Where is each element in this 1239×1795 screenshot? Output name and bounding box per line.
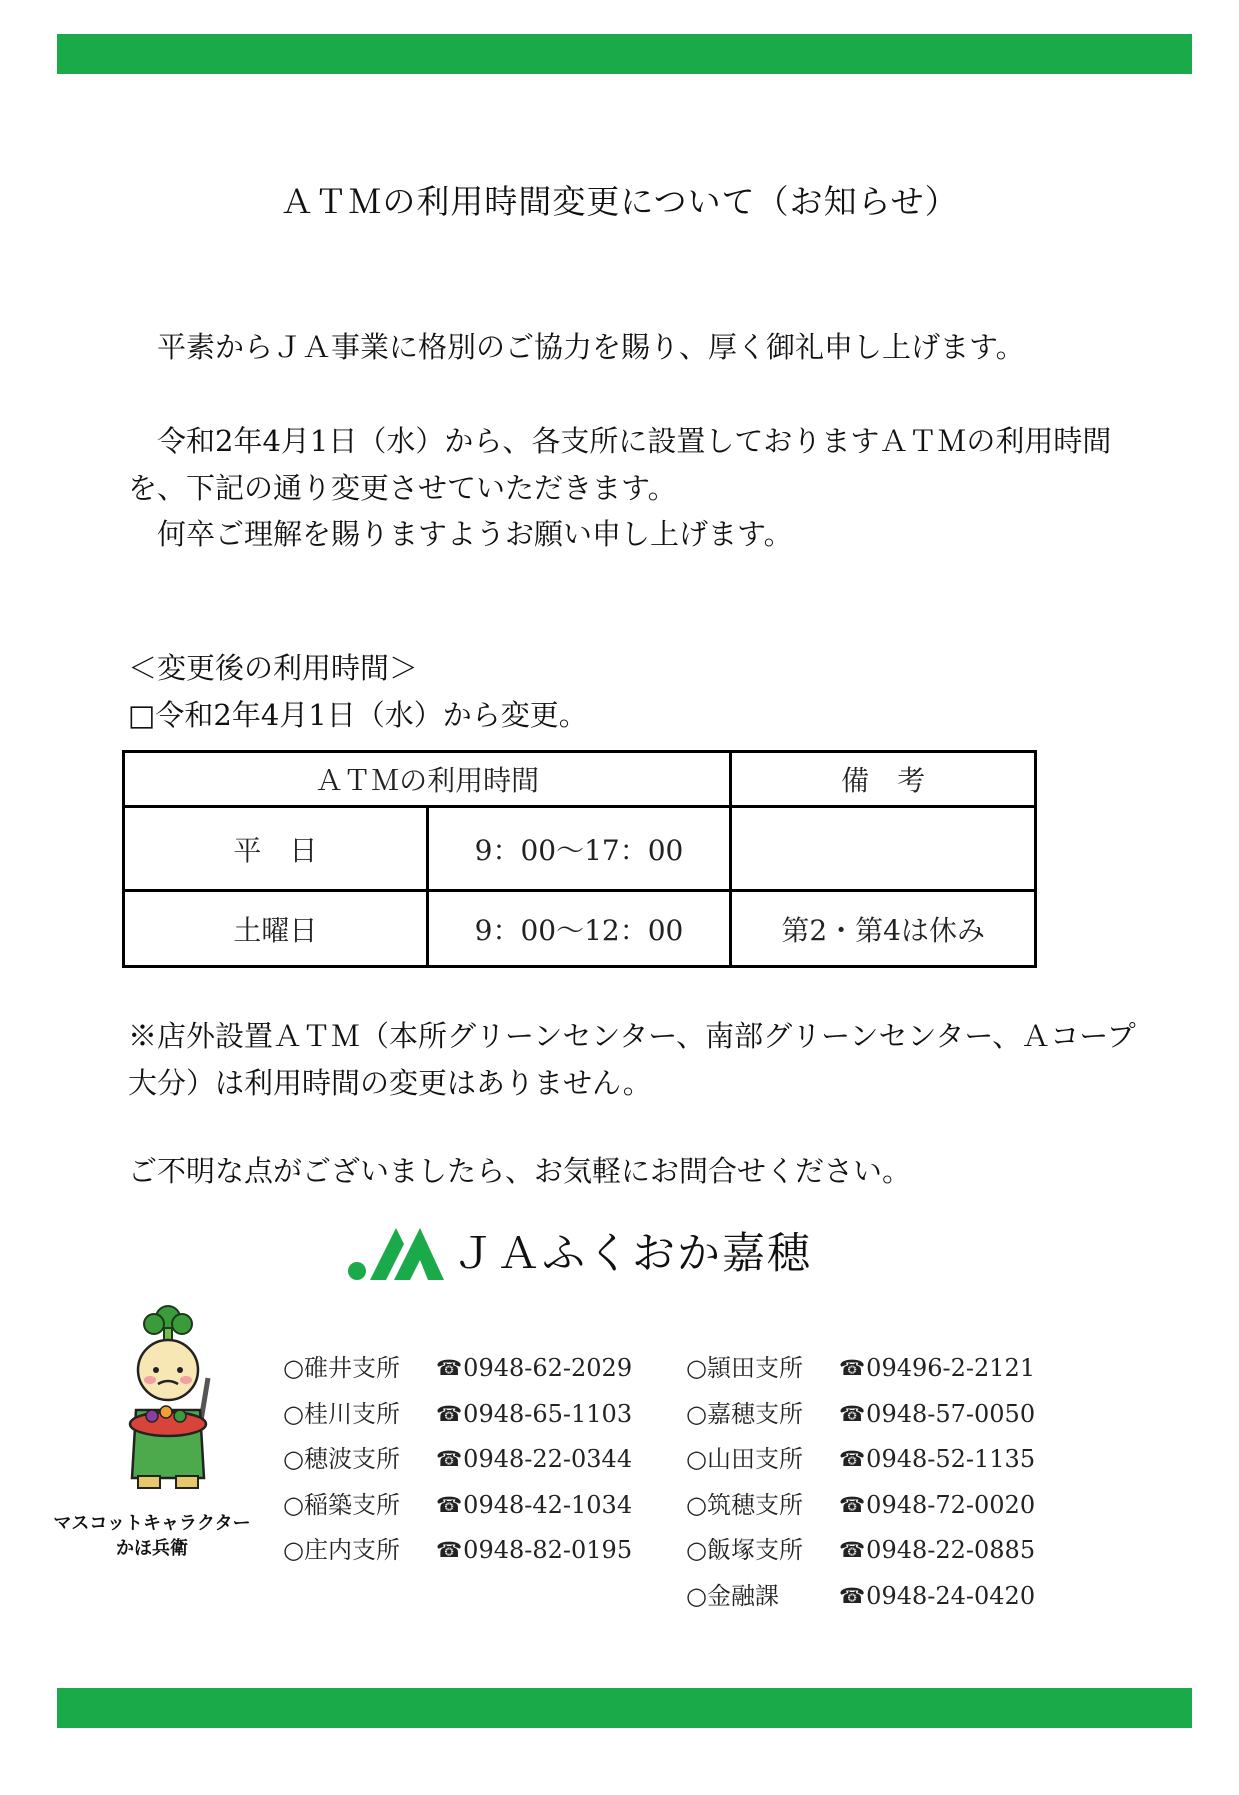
branch-phone: 0948-42-1034 <box>463 1490 633 1519</box>
row-hours: 9：00～12：00 <box>427 891 731 967</box>
branch-name: ○頴田支所 <box>686 1354 803 1382</box>
list-item <box>283 1392 632 1438</box>
phone-icon: ☎ <box>839 1583 866 1608</box>
phone-icon: ☎ <box>839 1447 866 1471</box>
list-item <box>283 1483 632 1529</box>
phone-icon: ☎ <box>436 1401 463 1426</box>
branch-name: ○嘉穂支所 <box>686 1399 803 1428</box>
branch-phone: 0948-62-2029 <box>463 1354 633 1382</box>
branch-list-right <box>686 1346 1035 1619</box>
row-day: 平 日 <box>124 807 428 891</box>
phone-icon: ☎ <box>436 1356 463 1380</box>
greeting-paragraph: 平素からＪＡ事業に格別のご協力を賜り、厚く御礼申し上げます。 <box>157 330 1025 364</box>
list-item <box>686 1392 1035 1438</box>
list-item <box>283 1437 632 1483</box>
org-name: ＪＡふくおか嘉穂 <box>452 1229 812 1279</box>
branch-phone: 0948-22-0344 <box>463 1445 633 1473</box>
branch-phone: 0948-82-0195 <box>463 1536 633 1564</box>
phone-icon: ☎ <box>839 1492 866 1517</box>
branch-phone: 0948-57-0050 <box>866 1399 1036 1428</box>
branch-name: ○碓井支所 <box>283 1354 400 1382</box>
table-row <box>124 807 1036 891</box>
outside-atm-note: ※店外設置ＡＴＭ（本所グリーンセンター、南部グリーンセンター、Ａコープ大分）は利用時間の変更はありません。 <box>128 1019 1136 1100</box>
branch-name: ○山田支所 <box>686 1445 803 1473</box>
table-header-row <box>124 752 1036 807</box>
branch-phone: 09496-2-2121 <box>866 1354 1036 1382</box>
branch-list-left <box>283 1346 632 1574</box>
branch-phone: 0948-22-0885 <box>866 1536 1036 1564</box>
phone-icon: ☎ <box>436 1447 463 1471</box>
list-item <box>686 1346 1035 1392</box>
contact-message: ご不明な点がございましたら、お気軽にお問合せください。 <box>128 1154 912 1188</box>
branch-phone: 0948-24-0420 <box>866 1581 1036 1610</box>
effective-date-note: □令和2年4月1日（水）から変更。 <box>128 698 588 732</box>
ja-logo-icon <box>344 1218 464 1282</box>
phone-icon: ☎ <box>839 1538 866 1562</box>
row-day: 土曜日 <box>124 891 428 967</box>
notice-title: ＡＴＭの利用時間変更について（お知らせ） <box>280 182 959 221</box>
atm-hours-table <box>122 750 1037 968</box>
branch-name: ○穂波支所 <box>283 1445 400 1473</box>
list-item <box>283 1346 632 1392</box>
branch-name: ○桂川支所 <box>283 1399 400 1428</box>
row-remark <box>731 807 1036 891</box>
top-green-bar <box>57 34 1192 74</box>
change-notice-paragraph: 令和2年4月1日（水）から、各支所に設置しておりますＡＴＭの利用時間を、下記の通り変更させていただきます。 <box>128 424 1112 505</box>
list-item <box>283 1528 632 1574</box>
mascot-illustration <box>108 1298 228 1498</box>
branch-name: ○庄内支所 <box>283 1536 400 1564</box>
header-atm-hours: ＡＴＭの利用時間 <box>124 752 731 807</box>
header-remarks: 備 考 <box>731 752 1036 807</box>
table-row <box>124 891 1036 967</box>
row-remark: 第2・第4は休み <box>731 891 1036 967</box>
bottom-green-bar <box>57 1688 1192 1728</box>
mascot-caption <box>44 1511 260 1561</box>
section-heading: ＜変更後の利用時間＞ <box>128 651 419 685</box>
row-hours: 9：00～17：00 <box>427 807 731 891</box>
branch-name: ○金融課 <box>686 1581 779 1610</box>
mascot-caption-line1: マスコットキャラクター <box>53 1513 251 1534</box>
branch-phone: 0948-65-1103 <box>463 1399 633 1428</box>
mascot-name: かほ兵衛 <box>116 1538 188 1559</box>
list-item <box>686 1437 1035 1483</box>
branch-name: ○筑穂支所 <box>686 1490 803 1519</box>
phone-icon: ☎ <box>436 1492 463 1517</box>
branch-phone: 0948-52-1135 <box>866 1445 1036 1473</box>
request-paragraph: 何卒ご理解を賜りますようお願い申し上げます。 <box>157 517 793 551</box>
branch-name: ○飯塚支所 <box>686 1536 803 1564</box>
broccoli-hair <box>144 1306 192 1342</box>
branch-name: ○稲築支所 <box>283 1490 400 1519</box>
list-item <box>686 1574 1035 1620</box>
list-item <box>686 1483 1035 1529</box>
phone-icon: ☎ <box>839 1401 866 1426</box>
phone-icon: ☎ <box>436 1538 463 1562</box>
branch-phone: 0948-72-0020 <box>866 1490 1036 1519</box>
list-item <box>686 1528 1035 1574</box>
phone-icon: ☎ <box>839 1356 866 1380</box>
